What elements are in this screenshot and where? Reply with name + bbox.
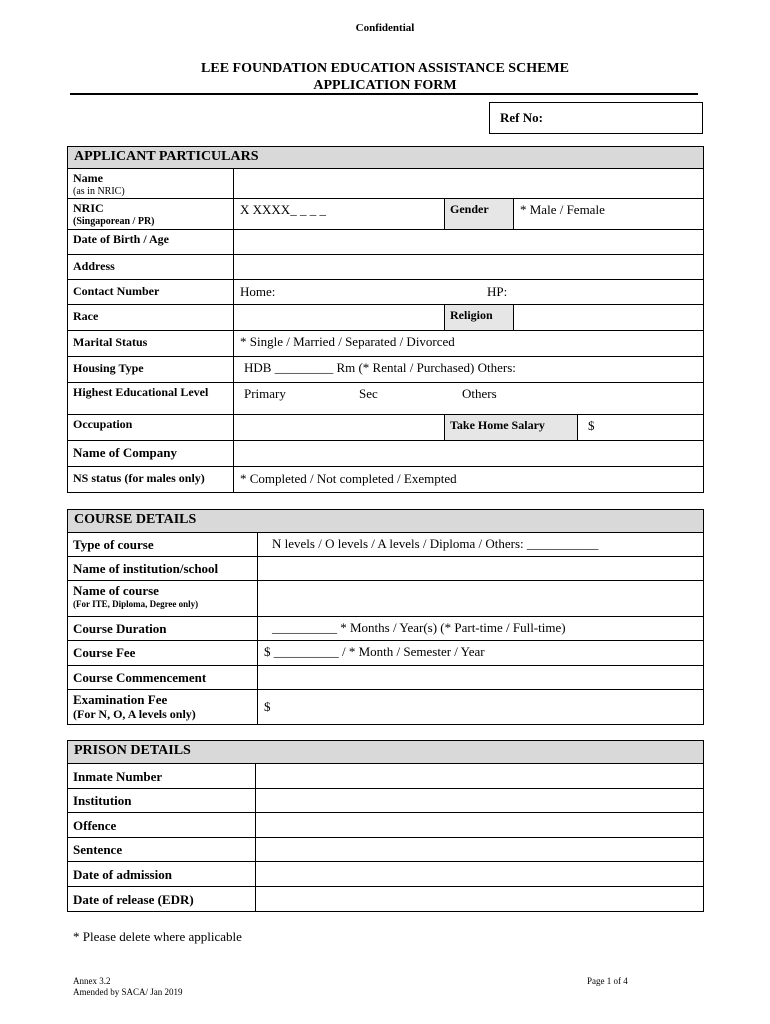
religion-field[interactable] — [513, 304, 704, 331]
nric-label-text: NRIC — [73, 201, 104, 215]
education-sec: Sec — [359, 386, 378, 401]
course-heading: COURSE DETAILS — [67, 509, 704, 533]
dob-label: Date of Birth / Age — [67, 229, 234, 255]
title-line-1: LEE FOUNDATION EDUCATION ASSISTANCE SCHEME — [201, 61, 569, 76]
release-label: Date of release (EDR) — [67, 886, 256, 912]
exam-fee-label — [67, 689, 258, 725]
prison-institution-label: Institution — [67, 788, 256, 813]
education-others: Others — [462, 386, 497, 401]
nric-label-sub: (Singaporean / PR) — [73, 216, 155, 227]
company-field[interactable] — [233, 440, 704, 467]
name-field[interactable] — [233, 168, 704, 199]
marital-label: Marital Status — [67, 330, 234, 357]
salary-label: Take Home Salary — [444, 414, 578, 441]
education-primary: Primary — [244, 386, 286, 401]
education-field[interactable] — [233, 382, 704, 415]
institution-label: Name of institution/school — [67, 556, 258, 581]
applicant-heading: APPLICANT PARTICULARS — [67, 146, 704, 169]
institution-field[interactable] — [257, 556, 704, 581]
prison-institution-field[interactable] — [255, 788, 704, 813]
admission-field[interactable] — [255, 861, 704, 887]
fee-field[interactable]: $ __________ / * Month / Semester / Year — [257, 640, 704, 666]
admission-label: Date of admission — [67, 861, 256, 887]
title-line-2: APPLICATION FORM — [313, 78, 457, 93]
name-label-text: Name — [73, 171, 103, 185]
inmate-label: Inmate Number — [67, 763, 256, 789]
contact-home-label: Home: — [240, 284, 276, 299]
race-field[interactable] — [233, 304, 445, 331]
title-divider — [70, 93, 698, 95]
page-number: Page 1 of 4 — [587, 976, 628, 986]
name-label — [67, 168, 234, 199]
course-name-label-sub: (For ITE, Diploma, Degree only) — [73, 599, 199, 609]
nric-label — [67, 198, 234, 230]
offence-field[interactable] — [255, 812, 704, 838]
address-label: Address — [67, 254, 234, 280]
annex-label: Annex 3.2 — [73, 976, 111, 986]
ref-no-label: Ref No: — [500, 110, 543, 125]
occupation-field[interactable] — [233, 414, 445, 441]
gender-label: Gender — [444, 198, 514, 230]
nric-field[interactable]: X XXXX_ _ _ _ — [233, 198, 445, 230]
duration-label: Course Duration — [67, 616, 258, 641]
marital-field[interactable]: * Single / Married / Separated / Divorced — [233, 330, 704, 357]
course-name-label-text: Name of course — [73, 583, 159, 598]
contact-field[interactable] — [233, 279, 704, 305]
contact-label: Contact Number — [67, 279, 234, 305]
occupation-label: Occupation — [67, 414, 234, 441]
gender-field[interactable]: * Male / Female — [513, 198, 704, 230]
annex-footer — [73, 976, 183, 998]
housing-field[interactable]: HDB _________ Rm (* Rental / Purchased) Others: — [233, 356, 704, 383]
sentence-label: Sentence — [67, 837, 256, 862]
ref-no-box[interactable] — [489, 102, 703, 134]
race-label: Race — [67, 304, 234, 331]
housing-label: Housing Type — [67, 356, 234, 383]
amended-label: Amended by SACA/ Jan 2019 — [73, 987, 183, 997]
religion-label: Religion — [444, 304, 514, 331]
exam-fee-label-text: Examination Fee — [73, 692, 168, 707]
confidential-label: Confidential — [355, 22, 415, 34]
course-type-label: Type of course — [67, 532, 258, 557]
prison-heading: PRISON DETAILS — [67, 740, 704, 764]
duration-field[interactable]: __________ * Months / Year(s) (* Part-time / Full-time) — [257, 616, 704, 641]
ns-label: NS status (for males only) — [67, 466, 234, 493]
address-field[interactable] — [233, 254, 704, 280]
exam-fee-label-sub: (For N, O, A levels only) — [73, 707, 196, 721]
release-field[interactable] — [255, 886, 704, 912]
delete-note: * Please delete where applicable — [73, 929, 242, 944]
commencement-label: Course Commencement — [67, 665, 258, 690]
exam-fee-field[interactable]: $ — [257, 689, 704, 725]
salary-field[interactable]: $ — [577, 414, 704, 441]
offence-label: Offence — [67, 812, 256, 838]
ns-field[interactable]: * Completed / Not completed / Exempted — [233, 466, 704, 493]
form-title — [0, 60, 770, 94]
commencement-field[interactable] — [257, 665, 704, 690]
education-label: Highest Educational Level — [67, 382, 234, 415]
fee-label: Course Fee — [67, 640, 258, 666]
course-name-field[interactable] — [257, 580, 704, 617]
contact-hp-label: HP: — [487, 284, 508, 299]
dob-field[interactable] — [233, 229, 704, 255]
name-label-sub: (as in NRIC) — [73, 186, 125, 197]
inmate-field[interactable] — [255, 763, 704, 789]
company-label: Name of Company — [67, 440, 234, 467]
course-name-label — [67, 580, 258, 617]
course-type-field[interactable]: N levels / O levels / A levels / Diploma / Others: ___________ — [257, 532, 704, 557]
sentence-field[interactable] — [255, 837, 704, 862]
